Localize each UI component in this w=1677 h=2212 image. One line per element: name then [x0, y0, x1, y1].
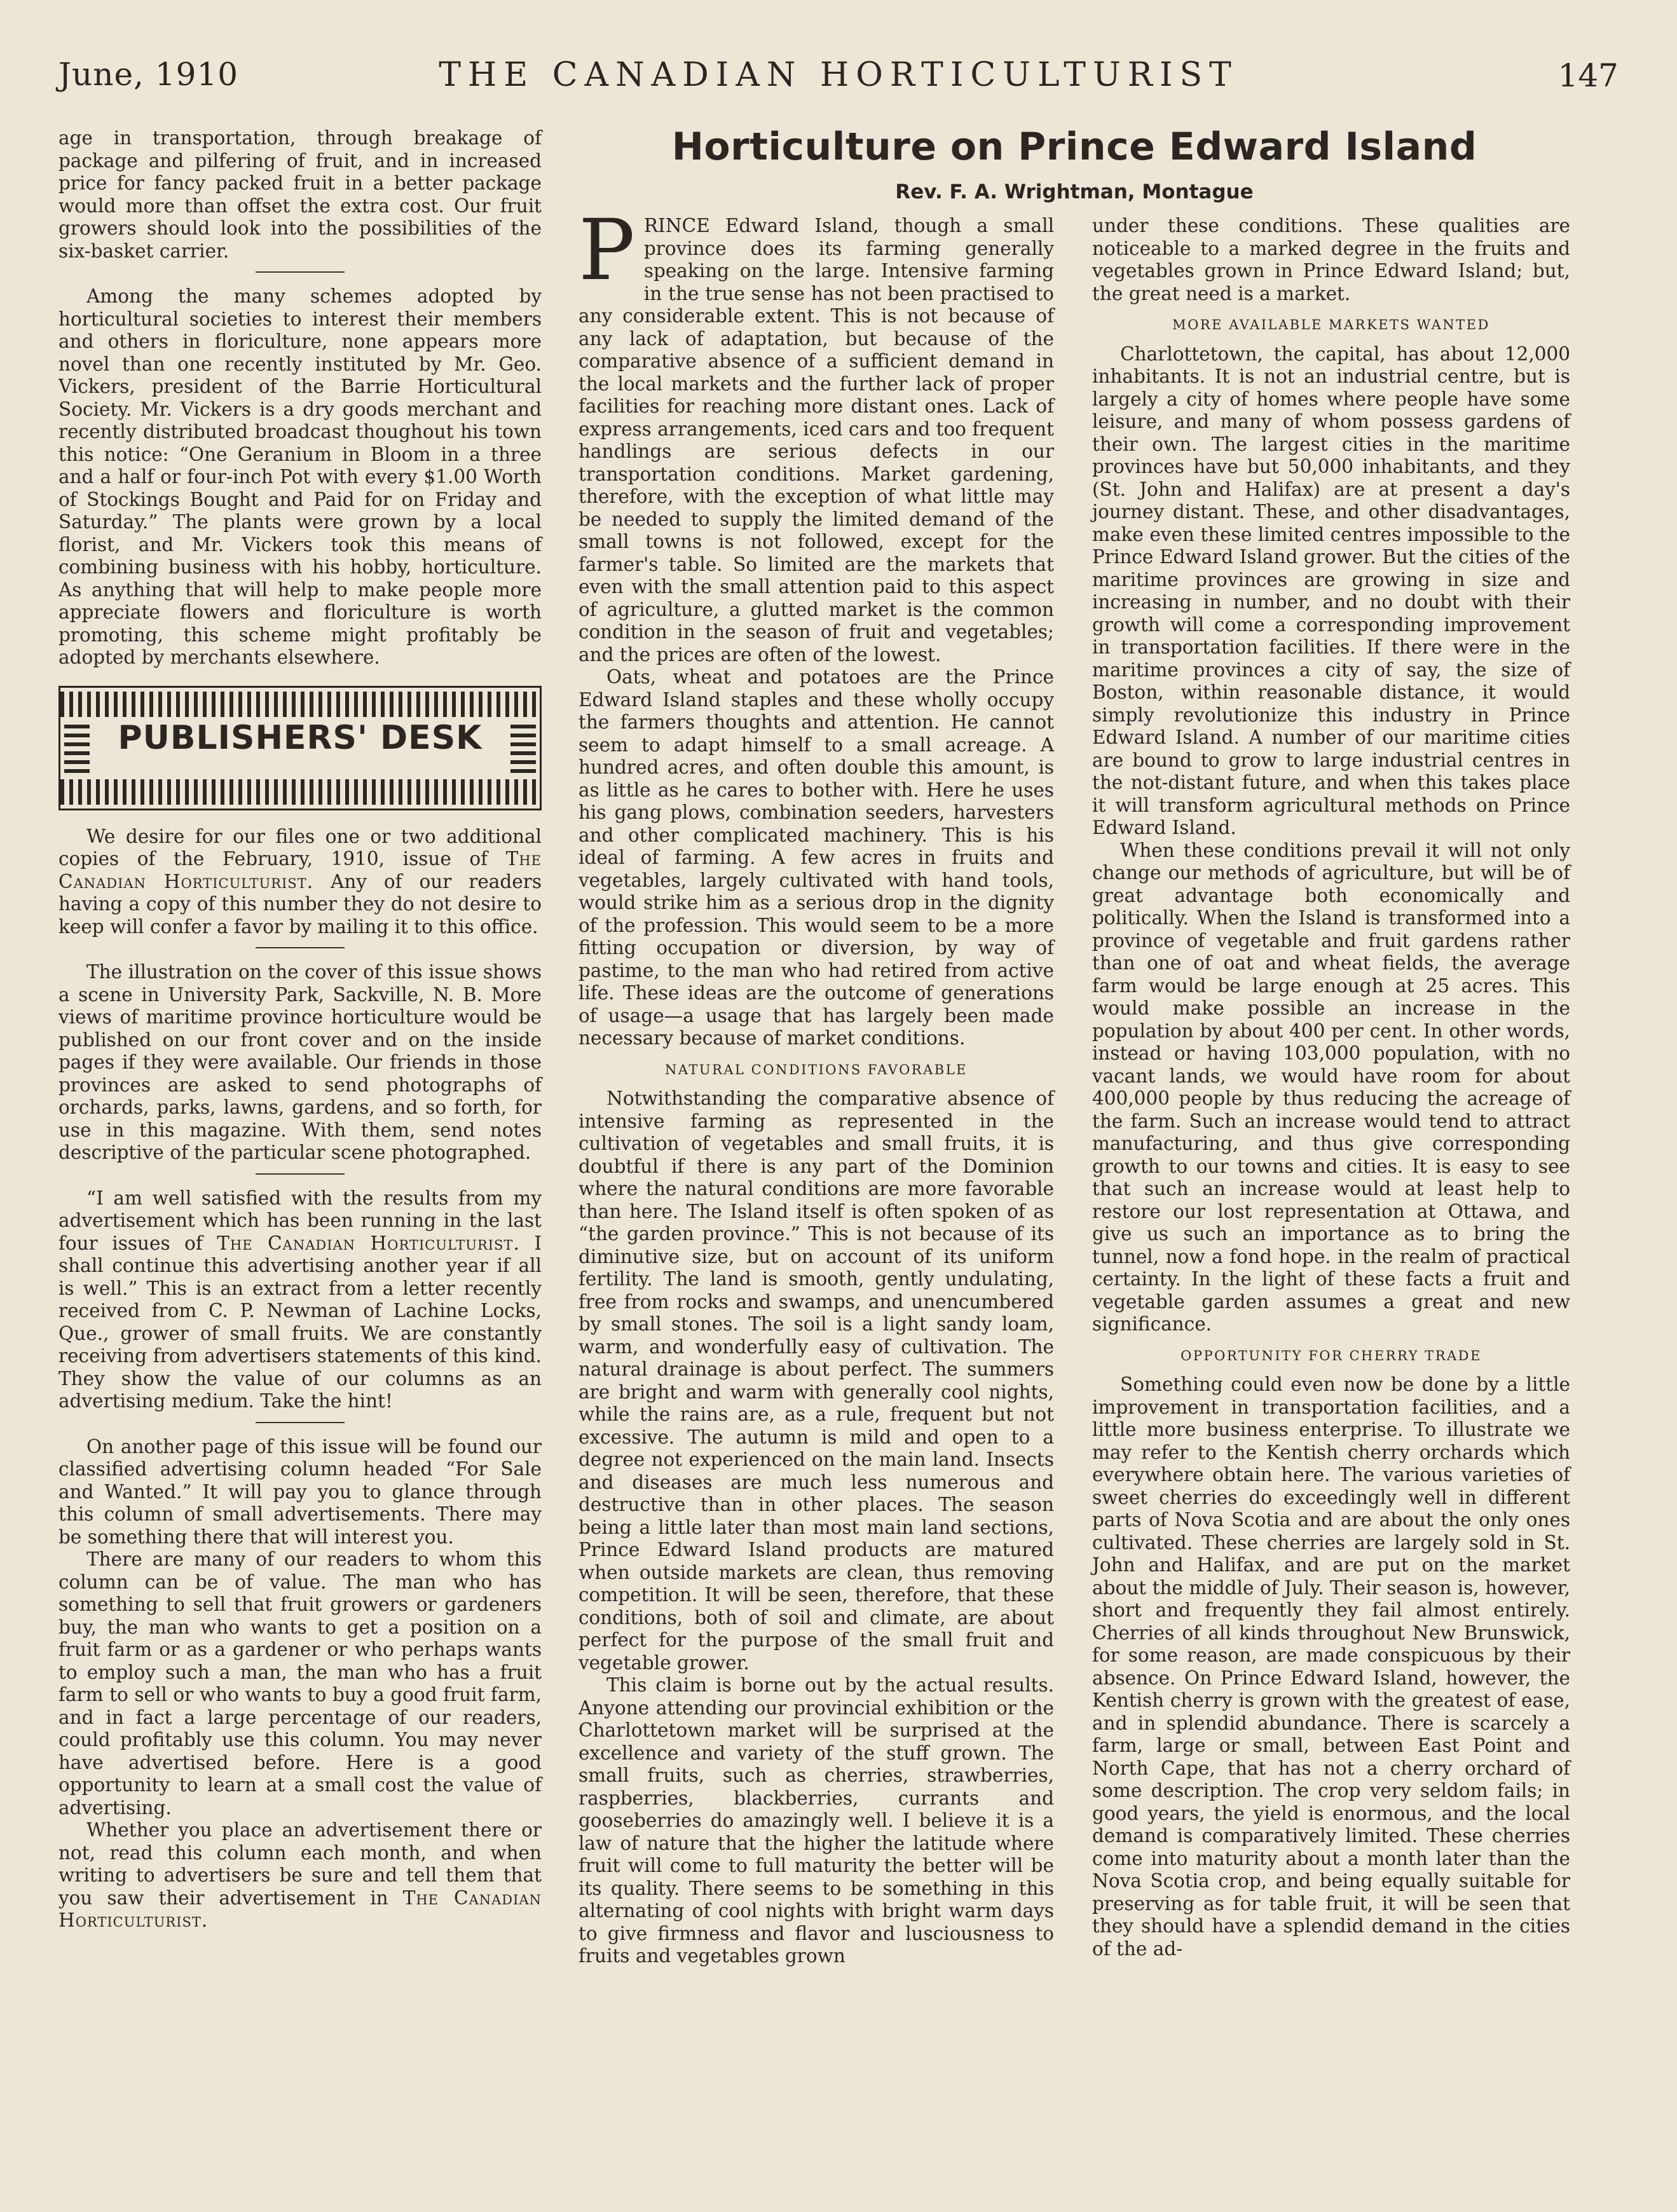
drop-cap: P: [578, 201, 635, 299]
fret-border: [510, 723, 536, 773]
paragraph: Something could even now be done by a little improvement in transportation facilities, and a little more business enterprise. To illustrate we may refer to the Kentish cherry orchards which everywhere obtain here. The various varieties of sweet cherries do exceedingly well in different parts of Nova Scotia and are about the only ones cultivated. These cherries are largely sold in St. John and Halifax, and are put on the market about the middle of July. Their season is, however, short and frequently they fail almost entirely. Cherries of all kinds throughout New Brunswick, for some reason, are made conspicuous by their absence. On Prince Edward Island, however, the Kentish cherry is grown with the greatest of ease, and in splendid abundance. There is scarcely a farm, large or small, between East Point and North Cape, that has not a cherry orchard of some description. The crop very seldom fails; in good years, the yield is enormous, and the local demand is comparatively limited. These cherries come into maturity about a month later than the Nova Scotia crop, and being equally suitable for preserving as for table fruit, it will be seen that they should have a splendid demand in the cities of the ad-: [1092, 1374, 1570, 1960]
paragraph: There are many of our readers to whom this column can be of value. The man who has something to sell that fruit growers or gardeners buy, the man who wants to get a position on a fruit farm or as a gardener or who perhaps wants to employ such a man, the man who has a fruit farm to sell or who wants to buy a good fruit farm, and in fact a large percentage of our readers, could profitably use this column. You may never have advertised before. Here is a good opportunity to learn at a small cost the value of advertising.: [58, 1548, 542, 1819]
magazine-name: The Canadian Horticulturist.: [217, 1232, 520, 1254]
divider: [256, 271, 345, 273]
paragraph-text: Whether you place an advertisement there or not, read this column each month, and when writing to advertisers be sure and tell them that you saw their advertisement in: [58, 1819, 542, 1909]
subheading: MORE AVAILABLE MARKETS WANTED: [1172, 317, 1490, 332]
subheading: NATURAL CONDITIONS FAVORABLE: [664, 1062, 968, 1077]
paragraph-text: “I am well satisfied with the results from my advertisement which has been running in the last four issues of: [58, 1187, 542, 1254]
magazine-title: THE CANADIAN HORTICULTURIST: [439, 56, 1238, 94]
divider: [256, 947, 345, 948]
paragraph: Charlottetown, the capital, has about 12,000 inhabitants. It is not an industrial centre, but is largely a city of homes where people have some leisure, and many of whom possess gardens of their own. The largest cities in the maritime provinces have but 50,000 inhabitants, and they (St. John and Halifax) are at present a day's journey distant. These, and other disadvantages, make even these limited centres impossible to the Prince Edward Island grower. But the cities of the maritime provinces are growing in size and increasing in number, and no doubt with their growth will come a corresponding improvement in transportation facilities. If there were in the maritime provinces a city of say, the size of Boston, within reasonable distance, it would simply revolutionize this industry in Prince Edward Island. A number of our maritime cities are bound to grow to large industrial centres in the not-distant future, and when this takes place it will transform agricultural methods on Prince Edward Island.: [1092, 343, 1570, 838]
divider: [256, 1422, 345, 1423]
paragraph: [58, 826, 542, 939]
right-column: [1092, 215, 1570, 1960]
page-header: [58, 56, 1619, 107]
fret-border: [60, 692, 540, 717]
fret-border: [60, 779, 540, 805]
section-heading: PUBLISHERS' DESK: [118, 718, 483, 757]
paragraph-text: Any of our readers having a copy of this number they do not desire to keep will confer a favor by mailing it to this office.: [58, 870, 542, 938]
divider: [256, 1173, 345, 1175]
magazine-name: The Canadian Horticulturist.: [58, 848, 542, 892]
paragraph-text: I shall continue this advertising another year if all is well.” This is an extract from a letter recently received from C. P. Newman of Lachine Locks, Que., grower of small fruits. We are constantly receiving from advertisers statements of this kind. They show the value of our columns as an advertising medium. Take the hint!: [58, 1232, 542, 1412]
issue-date: June, 1910: [58, 56, 239, 93]
subheading: OPPORTUNITY FOR CHERRY TRADE: [1181, 1348, 1482, 1363]
paragraph-text: RINCE Edward Island, though a small province does its farming generally speaking on the large. Intensive farming in the true sense has not been practised to any considerable extent. This is not because of any lack of adaptation, but because of the comparative absence of a sufficient demand in the local markets and the further lack of proper facilities for reaching more distant ones. Lack of express arrangements, iced cars and too frequent handlings are serious defects in our transportation conditions. Market gardening, therefore, with the exception of what little may be needed to supply the limited demand of the small towns is not followed, except for the farmer's table. So limited are the markets that even with the small attention paid to this aspect of agriculture, a glutted market is the common condition in the season of fruit and vegetables; and the prices are often of the lowest.: [578, 215, 1054, 666]
paragraph: [58, 1187, 542, 1413]
paragraph: Oats, wheat and potatoes are the Prince Edward Island staples and these wholly occupy the farmers thoughts and attention. He cannot seem to adapt himself to a small acreage. A hundred acres, and often double this amount, is as little as he cares to bother with. Here he uses his gang plows, combination seeders, harvesters and other complicated machinery. This is his ideal of farming. A few acres in fruits and vegetables, largely cultivated with hand tools, would strike him as a serious drop in the dignity of the profession. This would seem to be a more fitting occupation or diversion, by way of pastime, to the man who had retired from active life. These ideas are the outcome of generations of usage—a usage that has largely been made necessary because of market conditions.: [578, 666, 1054, 1049]
publishers-desk-banner: [58, 686, 542, 810]
paragraph: Notwithstanding the comparative absence of intensive farming as represented in the cultivation of vegetables and small fruits, it is doubtful if there is any part of the Dominion where the natural conditions are more favorable than here. The Island itself is often spoken of as “the garden province.” This is not because of its diminutive size, but on account of its uniform fertility. The land is smooth, gently undulating, free from rocks and swamps, and unencumbered by small stones. The soil is a light sandy loam, warm, and wonderfully easy of cultivation. The natural drainage is about perfect. The summers are bright and warm with generally cool nights, while the rains are, as a rule, frequent but not excessive. The autumn is mild and open to a degree not experienced on the main land. Insects and diseases are much less numerous and destructive than in other places. The season being a little later than most main land sections, Prince Edward Island products are matured when outside markets are clean, thus removing competition. It will be seen, therefore, that these conditions, both of soil and climate, are about perfect for the purpose of the small fruit and vegetable grower.: [578, 1088, 1054, 1674]
paragraph: age in transportation, through breakage of package and pilfering of fruit, and in increased price for fancy packed fruit in a better package would more than offset the extra cost. Our fruit growers should look into the possibilities of the six-basket carrier.: [58, 127, 542, 262]
middle-column: [578, 201, 1054, 1968]
fret-border: [64, 723, 90, 773]
magazine-name: The Canadian Horticulturist.: [58, 1887, 542, 1931]
paragraph: The illustration on the cover of this issue shows a scene in University Park, Sackville, N. B. More views of maritime province horticulture would be published on our front cover and on the inside pages if they were available. Our friends in those provinces are asked to send photographs of orchards, parks, lawns, gardens, and so forth, for use in this magazine. With them, send notes descriptive of the particular scene photographed.: [58, 961, 542, 1163]
paragraph: On another page of this issue will be found our classified advertising column headed “For Sale and Wanted.” It will pay you to glance through this column of small advertisements. There may be something there that will interest you.: [58, 1435, 542, 1548]
paragraph-text: We desire for our files one or two additional copies of the February, 1910, issue of: [58, 825, 542, 870]
paragraph: under these conditions. These qualities are noticeable to a marked degree in the fruits and vegetables grown in Prince Edward Island; but, the great need is a market.: [1092, 215, 1570, 304]
article-title: Horticulture on Prince Edward Island: [671, 125, 1477, 169]
paragraph: This claim is borne out by the actual results. Anyone attending our provincial exhibition or the Charlottetown market will be surprised at the excellence and variety of the stuff grown. The small fruits, such as cherries, strawberries, raspberries, blackberries, currants and gooseberries do amazingly well. I believe it is a law of nature that the higher the latitude where fruit will come to full maturity the better will be its quality. There seems to be something in this alternating of cool nights with bright warm days to give firmness and flavor and lusciousness to fruits and vegetables grown: [578, 1674, 1054, 1967]
paragraph: Among the many schemes adopted by horticultural societies to interest their members and others in floriculture, none appears more novel than one recently instituted by Mr. Geo. Vickers, president of the Barrie Horticultural Society. Mr. Vickers is a dry goods merchant and recently distributed broadcast thoughout his town this notice: “One Geranium in Bloom in a three and a half or four-inch Pot with every $1.00 Worth of Stockings Bought and Paid for on Friday and Saturday.” The plants were grown by a local florist, and Mr. Vickers took this means of combining business with his hobby, horticulture. As anything that will help to make people more appreciate flowers and floriculture is worth promoting, this scheme might profitably be adopted by merchants elsewhere.: [58, 285, 542, 668]
paragraph: [578, 201, 1054, 666]
paragraph: When these conditions prevail it will not only change our methods of agriculture, but will be of great advantage both economically and politically. When the Island is transformed into a province of vegetable and fruit gardens rather than one of oat and wheat fields, the average farm would be large enough at 25 acres. This would make possible an increase in the population by about 400 per cent. In other words, instead or having 103,000 population, with no vacant lands, we would have room for about 400,000 people by thus reducing the acreage of the farm. Such an increase would tend to attract manufacturing, and thus give corresponding growth to our towns and cities. It is easy to see that such an increase would at least help to restore our lost representation at Ottawa, and give us such an importance as to bring the tunnel, now a fond hope. in the realm of practical certainty. In the light of these facts a fruit and vegetable garden assumes a great and new significance.: [1092, 839, 1570, 1335]
article-byline: Rev. F. A. Wrightman, Montague: [895, 181, 1254, 203]
page-number: 147: [1557, 57, 1619, 94]
left-column: [58, 127, 542, 1932]
paragraph: [58, 1819, 542, 1932]
